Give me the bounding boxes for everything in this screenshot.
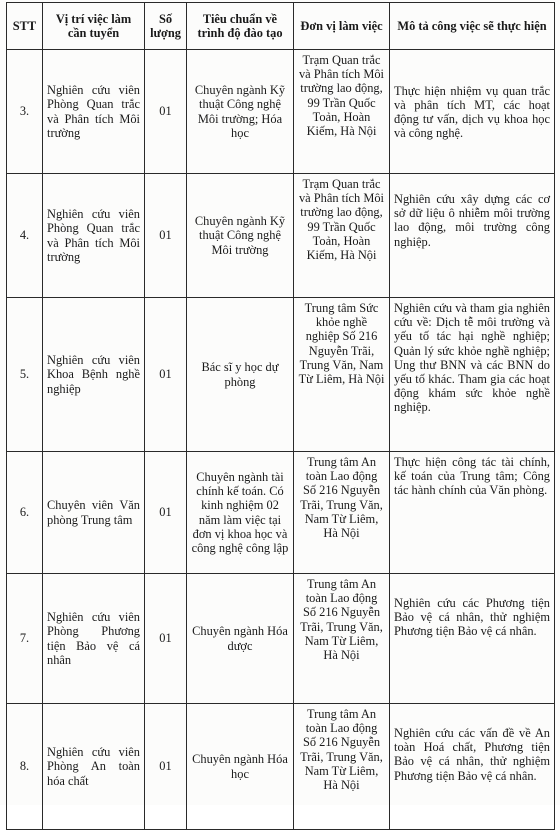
- cell-quantity: 01: [145, 298, 187, 452]
- cell-position: Nghiên cứu viên Phòng An toàn hóa chất: [43, 704, 145, 830]
- cell-stt: 4.: [7, 174, 43, 298]
- recruitment-table: [6, 2, 555, 830]
- cell-unit: Trung tâm An toàn Lao động Số 216 Nguyễn Trãi, Trung Văn, Nam Từ Liêm, Hà Nội: [294, 574, 390, 704]
- cell-position: Nghiên cứu viên Khoa Bệnh nghề nghiệp: [43, 298, 145, 452]
- cell-unit: Trung tâm An toàn Lao động Số 216 Nguyễn Trãi, Trung Văn, Nam Từ Liêm, Hà Nội: [294, 704, 390, 830]
- cell-position: Nghiên cứu viên Phòng Quan trắc và Phân tích Môi trường: [43, 50, 145, 174]
- cell-quantity: 01: [145, 50, 187, 174]
- cell-description: Nghiên cứu và tham gia nghiên cứu về: Dịch tễ môi trường và yếu tố tác hại nghề nghiệp; Quản lý sức khỏe nghề nghiệp; Ung thư BNN và các BNN do yếu tố khác. Tham gia các hoạt động khám sức khỏe nghề nghiệp.: [390, 298, 555, 452]
- cell-requirement: Chuyên ngành Hóa học: [187, 704, 294, 830]
- table-row: [7, 298, 555, 452]
- cell-requirement: Bác sĩ y học dự phòng: [187, 298, 294, 452]
- cell-requirement: Chuyên ngành tài chính kế toán. Có kinh nghiệm 02 năm làm việc tại đơn vị khoa học và công nghệ công lập: [187, 452, 294, 574]
- table-row: [7, 50, 555, 174]
- header-quantity: Số lượng: [145, 3, 187, 50]
- cell-unit: Trạm Quan trắc và Phân tích Môi trường lao động, 99 Trần Quốc Toản, Hoàn Kiếm, Hà Nội: [294, 174, 390, 298]
- cell-stt: 8.: [7, 704, 43, 830]
- cell-quantity: 01: [145, 574, 187, 704]
- cell-unit: Trạm Quan trắc và Phân tích Môi trường lao động, 99 Trần Quốc Toản, Hoàn Kiếm, Hà Nội: [294, 50, 390, 174]
- cell-description: Nghiên cứu các Phương tiện Bảo vệ cá nhân, thử nghiệm Phương tiện Bảo vệ cá nhân.: [390, 574, 555, 704]
- cell-unit: Trung tâm Sức khỏe nghề nghiệp Số 216 Nguyễn Trãi, Trung Văn, Nam Từ Liêm, Hà Nội: [294, 298, 390, 452]
- table-row: [7, 174, 555, 298]
- cell-requirement: Chuyên ngành Hóa dược: [187, 574, 294, 704]
- header-description: Mô tả công việc sẽ thực hiện: [390, 3, 555, 50]
- table-row: [7, 704, 555, 830]
- cell-description: Nghiên cứu xây dựng các cơ sở dữ liệu ô nhiễm môi trường lao động, môi trường công nghiệp.: [390, 174, 555, 298]
- table-row: [7, 452, 555, 574]
- cell-stt: 3.: [7, 50, 43, 174]
- cell-position: Nghiên cứu viên Phòng Phương tiện Bảo vệ cá nhân: [43, 574, 145, 704]
- cell-description: Thực hiện công tác tài chính, kế toán của Trung tâm; Công tác hành chính của Văn phòng.: [390, 452, 555, 574]
- cell-unit: Trung tâm An toàn Lao động Số 216 Nguyễn Trãi, Trung Văn, Nam Từ Liêm, Hà Nội: [294, 452, 390, 574]
- cell-quantity: 01: [145, 704, 187, 830]
- cell-requirement: Chuyên ngành Kỹ thuật Công nghệ Môi trường: [187, 174, 294, 298]
- cell-quantity: 01: [145, 452, 187, 574]
- header-stt: STT: [7, 3, 43, 50]
- header-unit: Đơn vị làm việc: [294, 3, 390, 50]
- cell-stt: 6.: [7, 452, 43, 574]
- cell-description: Nghiên cứu các vấn đề về An toàn Hoá chất, Phương tiện Bảo vệ cá nhân, thử nghiệm Phương tiện Bảo vệ cá nhân.: [390, 704, 555, 830]
- cell-quantity: 01: [145, 174, 187, 298]
- cell-stt: 5.: [7, 298, 43, 452]
- table-row: [7, 574, 555, 704]
- cell-requirement: Chuyên ngành Kỹ thuật Công nghệ Môi trường; Hóa học: [187, 50, 294, 174]
- table-header-row: [7, 3, 555, 50]
- cell-description: Thực hiện nhiệm vụ quan trắc và phân tích MT, các hoạt động tư vấn, dịch vụ khoa học và công nghệ.: [390, 50, 555, 174]
- cell-stt: 7.: [7, 574, 43, 704]
- header-position: Vị trí việc làm cần tuyển: [43, 3, 145, 50]
- cell-position: Chuyên viên Văn phòng Trung tâm: [43, 452, 145, 574]
- cell-position: Nghiên cứu viên Phòng Quan trắc và Phân tích Môi trường: [43, 174, 145, 298]
- header-requirement: Tiêu chuẩn về trình độ đào tạo: [187, 3, 294, 50]
